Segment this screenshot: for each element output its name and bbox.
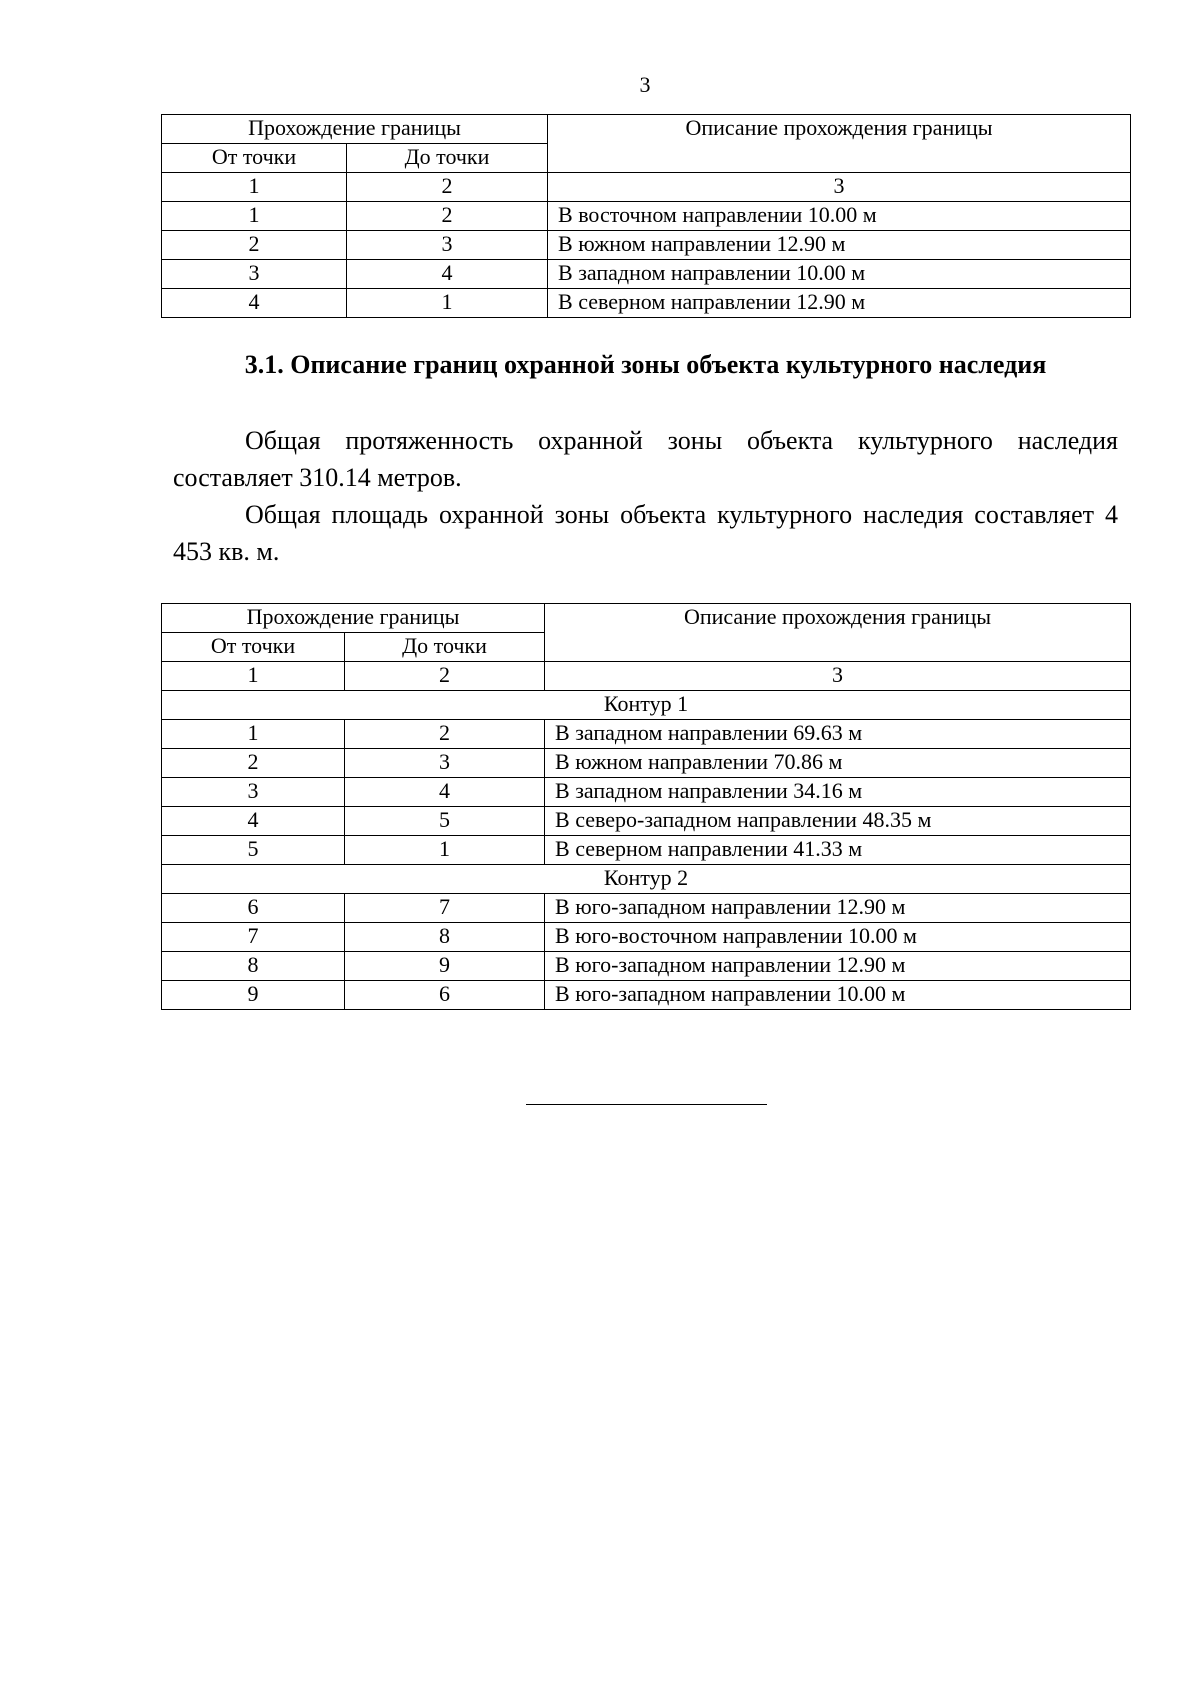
header-from-point: От точки bbox=[162, 144, 347, 173]
table-row bbox=[162, 260, 1131, 289]
to-point-cell: 4 bbox=[347, 260, 548, 289]
description-cell: В юго-восточном направлении 10.00 м bbox=[545, 923, 1131, 952]
table-header-row bbox=[162, 604, 1131, 633]
table-row bbox=[162, 981, 1131, 1010]
table-row bbox=[162, 807, 1131, 836]
description-cell: В юго-западном направлении 10.00 м bbox=[545, 981, 1131, 1010]
table-row bbox=[162, 231, 1131, 260]
column-number: 2 bbox=[347, 173, 548, 202]
table-row bbox=[162, 836, 1131, 865]
column-number: 2 bbox=[345, 662, 545, 691]
to-point-cell: 1 bbox=[345, 836, 545, 865]
total-area-paragraph: Общая площадь охранной зоны объекта культурного наследия составляет 4 453 кв. м. bbox=[173, 500, 1118, 566]
table-row bbox=[162, 894, 1131, 923]
from-point-cell: 1 bbox=[162, 720, 345, 749]
header-boundary-passage: Прохождение границы bbox=[162, 115, 548, 144]
table-row bbox=[162, 778, 1131, 807]
boundary-table-protection-zone bbox=[161, 603, 1131, 1010]
header-boundary-description: Описание прохождения границы bbox=[548, 115, 1131, 173]
section-heading: 3.1. Описание границ охранной зоны объекта культурного наследия bbox=[244, 350, 1047, 379]
to-point-cell: 2 bbox=[347, 202, 548, 231]
from-point-cell: 1 bbox=[162, 202, 347, 231]
column-number: 1 bbox=[162, 662, 345, 691]
to-point-cell: 9 bbox=[345, 952, 545, 981]
from-point-cell: 2 bbox=[162, 749, 345, 778]
description-cell: В северном направлении 12.90 м bbox=[548, 289, 1131, 318]
from-point-cell: 7 bbox=[162, 923, 345, 952]
from-point-cell: 4 bbox=[162, 289, 347, 318]
table-header-row bbox=[162, 115, 1131, 144]
to-point-cell: 3 bbox=[345, 749, 545, 778]
to-point-cell: 3 bbox=[347, 231, 548, 260]
table-row bbox=[162, 720, 1131, 749]
from-point-cell: 8 bbox=[162, 952, 345, 981]
from-point-cell: 2 bbox=[162, 231, 347, 260]
from-point-cell: 6 bbox=[162, 894, 345, 923]
to-point-cell: 4 bbox=[345, 778, 545, 807]
description-cell: В северо-западном направлении 48.35 м bbox=[545, 807, 1131, 836]
contour-row bbox=[162, 865, 1131, 894]
description-cell: В восточном направлении 10.00 м bbox=[548, 202, 1131, 231]
description-cell: В северном направлении 41.33 м bbox=[545, 836, 1131, 865]
table-row bbox=[162, 289, 1131, 318]
from-point-cell: 3 bbox=[162, 778, 345, 807]
total-length-paragraph: Общая протяженность охранной зоны объекта культурного наследия составляет 310.14 метров. bbox=[173, 426, 1118, 492]
column-number-row bbox=[162, 662, 1131, 691]
to-point-cell: 7 bbox=[345, 894, 545, 923]
boundary-table-object bbox=[161, 114, 1131, 318]
from-point-cell: 5 bbox=[162, 836, 345, 865]
description-cell: В южном направлении 70.86 м bbox=[545, 749, 1131, 778]
contour-label: Контур 2 bbox=[162, 865, 1131, 894]
table-row bbox=[162, 202, 1131, 231]
header-boundary-description: Описание прохождения границы bbox=[545, 604, 1131, 662]
header-to-point: До точки bbox=[345, 633, 545, 662]
description-cell: В южном направлении 12.90 м bbox=[548, 231, 1131, 260]
table-row bbox=[162, 749, 1131, 778]
contour-label: Контур 1 bbox=[162, 691, 1131, 720]
from-point-cell: 3 bbox=[162, 260, 347, 289]
page-number: 3 bbox=[639, 72, 651, 97]
table-row bbox=[162, 952, 1131, 981]
header-from-point: От точки bbox=[162, 633, 345, 662]
from-point-cell: 4 bbox=[162, 807, 345, 836]
column-number: 3 bbox=[545, 662, 1131, 691]
header-to-point: До точки bbox=[347, 144, 548, 173]
to-point-cell: 8 bbox=[345, 923, 545, 952]
column-number: 3 bbox=[548, 173, 1131, 202]
to-point-cell: 2 bbox=[345, 720, 545, 749]
contour-row bbox=[162, 691, 1131, 720]
column-number: 1 bbox=[162, 173, 347, 202]
description-cell: В западном направлении 34.16 м bbox=[545, 778, 1131, 807]
description-cell: В западном направлении 10.00 м bbox=[548, 260, 1131, 289]
table-row bbox=[162, 923, 1131, 952]
from-point-cell: 9 bbox=[162, 981, 345, 1010]
column-number-row bbox=[162, 173, 1131, 202]
description-cell: В западном направлении 69.63 м bbox=[545, 720, 1131, 749]
description-cell: В юго-западном направлении 12.90 м bbox=[545, 894, 1131, 923]
to-point-cell: 6 bbox=[345, 981, 545, 1010]
header-boundary-passage: Прохождение границы bbox=[162, 604, 545, 633]
end-of-document-rule bbox=[526, 1104, 767, 1105]
to-point-cell: 1 bbox=[347, 289, 548, 318]
to-point-cell: 5 bbox=[345, 807, 545, 836]
description-cell: В юго-западном направлении 12.90 м bbox=[545, 952, 1131, 981]
